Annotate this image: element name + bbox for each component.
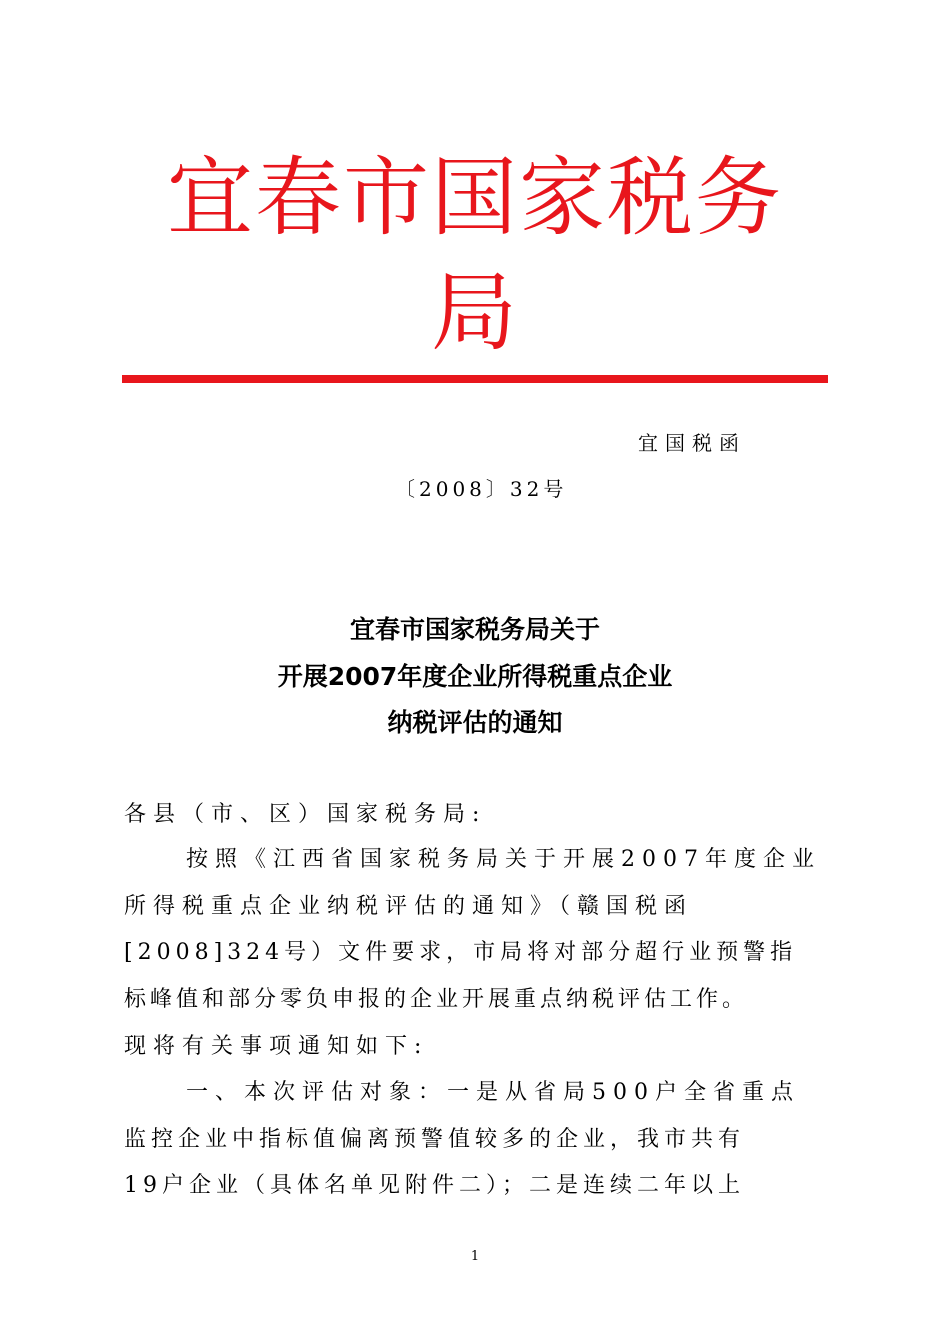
body-line: 19户企业（具体名单见附件二）；二是连续二年以上 (124, 1173, 745, 1198)
document-title-line3: 纳税评估的通知 (387, 708, 563, 737)
body-line: 按照《江西省国家税务局关于开展2007年度企业 (186, 847, 821, 872)
body-line: 一、本次评估对象：一是从省局500户全省重点 (186, 1080, 800, 1105)
salutation: 各县（市、区）国家税务局: (124, 802, 487, 827)
body-line: 现将有关事项通知如下: (124, 1034, 429, 1059)
letterhead-org-name-line2: 局 (431, 263, 519, 363)
body-line: [2008]324号）文件要求，市局将对部分超行业预警指 (124, 940, 798, 965)
document-title-line1: 宜春市国家税务局关于 (349, 615, 600, 644)
body-line: 所得税重点企业纳税评估的通知》（赣国税函 (124, 894, 694, 919)
letterhead-org-name-line1: 宜春市国家税务 (167, 148, 783, 248)
document-number-prefix: 宜国税函 (638, 431, 746, 455)
body-line: 标峰值和部分零负申报的企业开展重点纳税评估工作。 (124, 987, 749, 1012)
body-line: 监控企业中指标值偏离预警值较多的企业，我市共有 (124, 1127, 746, 1152)
document-number-year: 〔2008〕32号 (395, 477, 568, 501)
document-title-line2: 开展2007年度企业所得税重点企业 (277, 662, 673, 691)
page-number: 1 (470, 1249, 480, 1264)
letterhead-red-rule (122, 375, 828, 383)
